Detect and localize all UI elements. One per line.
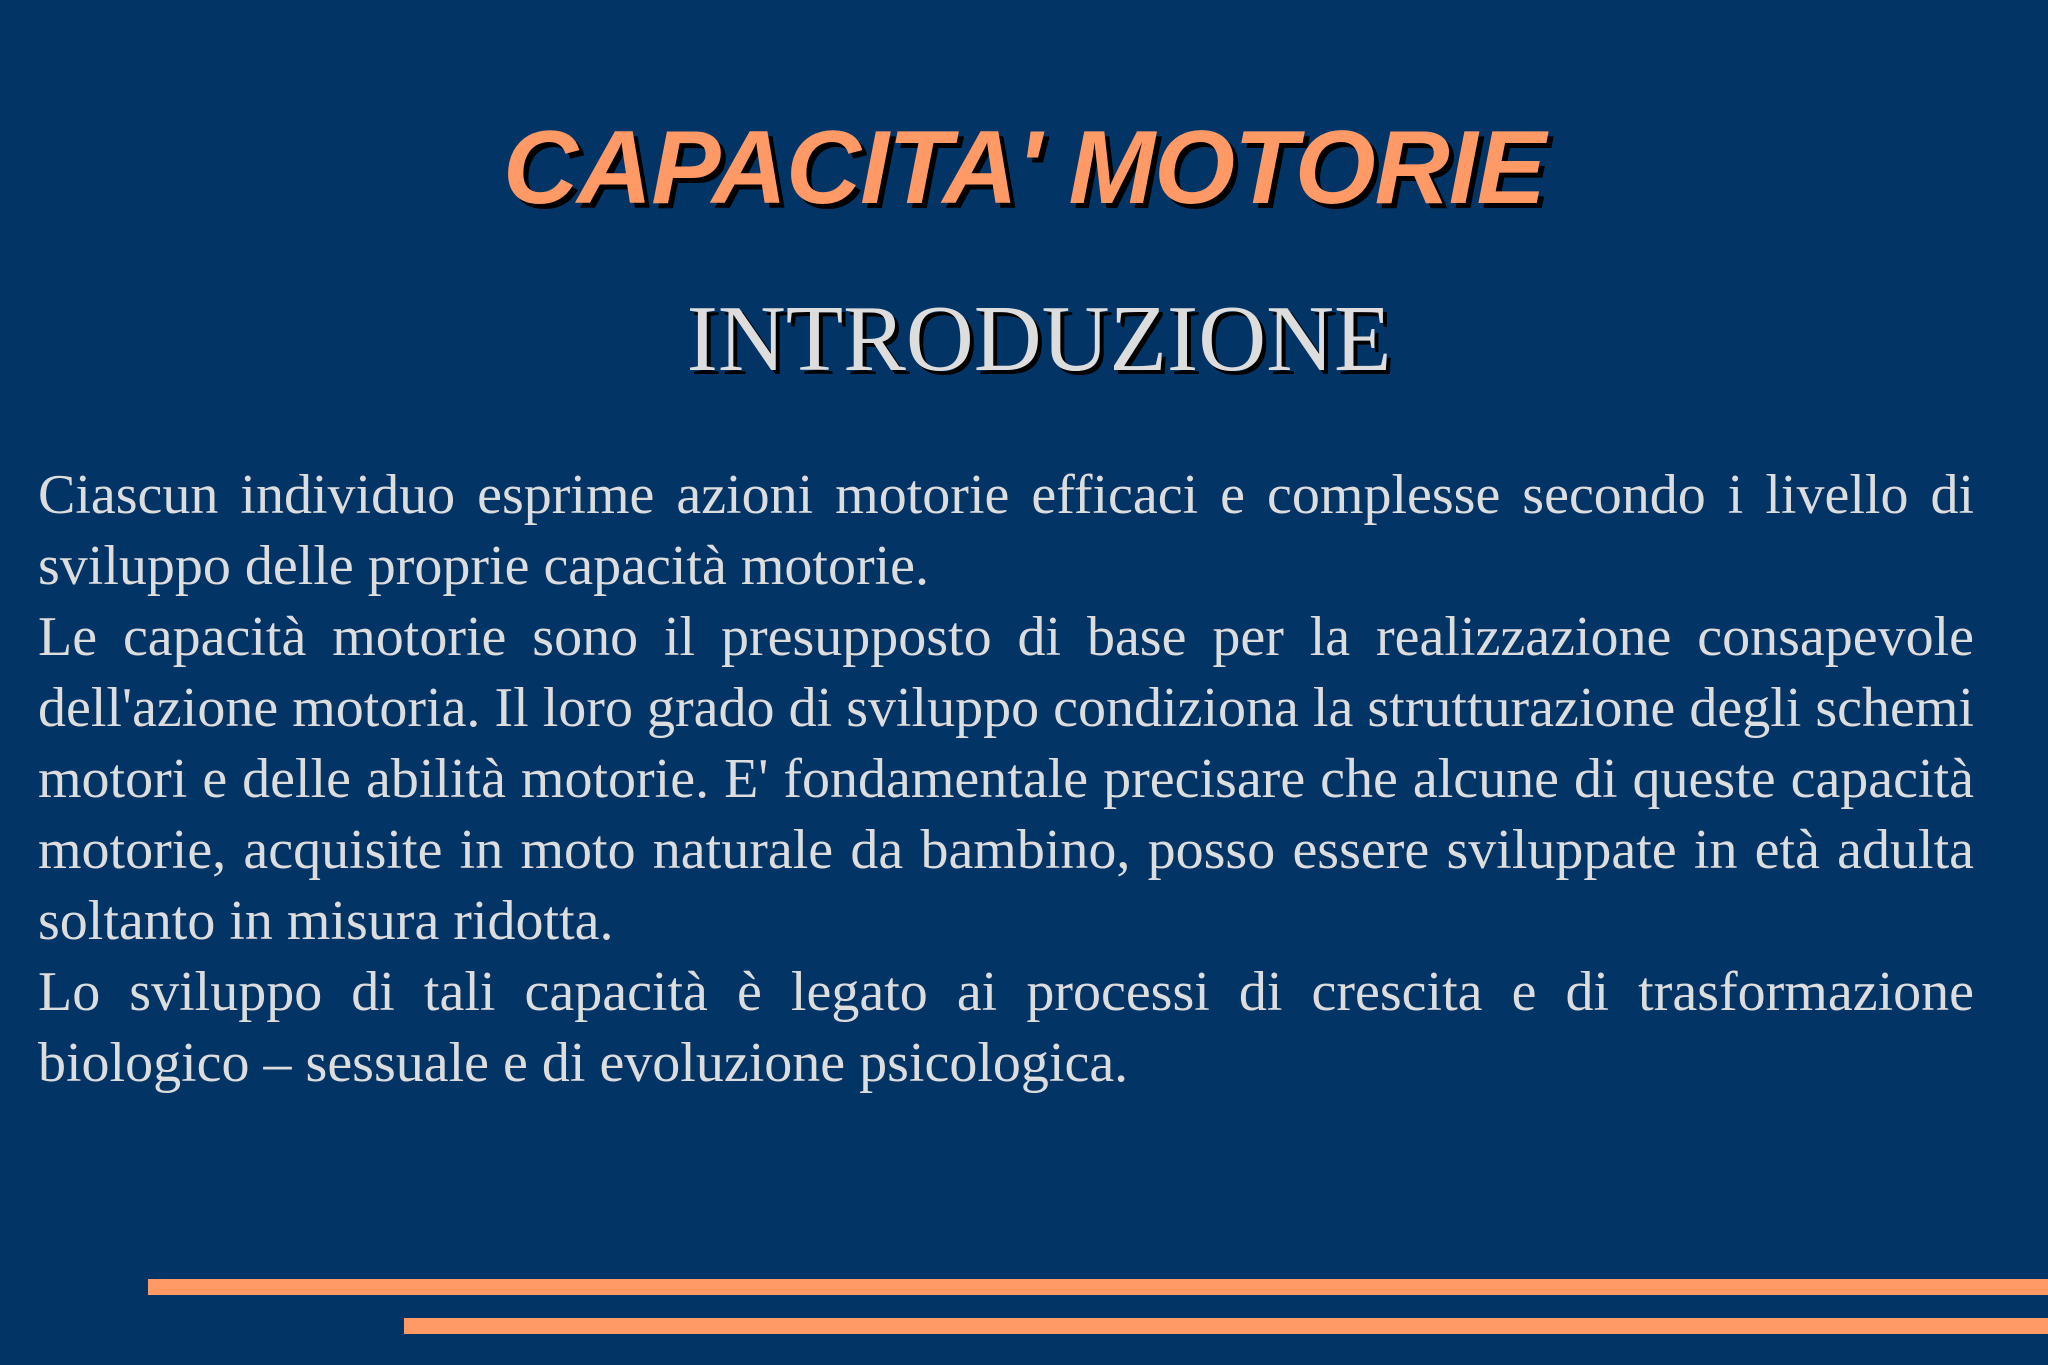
body-paragraph: Lo sviluppo di tali capacità è legato ai processi di crescita e di trasformazione biologico – sessuale e di evoluzione psicologica. xyxy=(38,961,1974,1094)
body-paragraph: Le capacità motorie sono il presupposto di base per la realizzazione consapevole dell'azione motoria. Il loro grado di sviluppo condiziona la strutturazione degli schemi motori e delle abilità motorie. E' fondamentale precisare che alcune di queste capacità motorie, acquisite in moto naturale da bambino, posso essere sviluppate in età adulta soltanto in misura ridotta. xyxy=(38,606,1974,952)
slide-body xyxy=(38,460,1974,1099)
slide-title: CAPACITA' MOTORIE xyxy=(503,110,1545,226)
slide-subtitle: INTRODUZIONE xyxy=(686,287,1392,391)
body-paragraph: Ciascun individuo esprime azioni motorie efficaci e complesse secondo i livello di sviluppo delle proprie capacità motorie. xyxy=(38,464,1974,597)
decorative-bar-lower xyxy=(404,1318,2048,1334)
decorative-bar-upper xyxy=(148,1279,2048,1295)
